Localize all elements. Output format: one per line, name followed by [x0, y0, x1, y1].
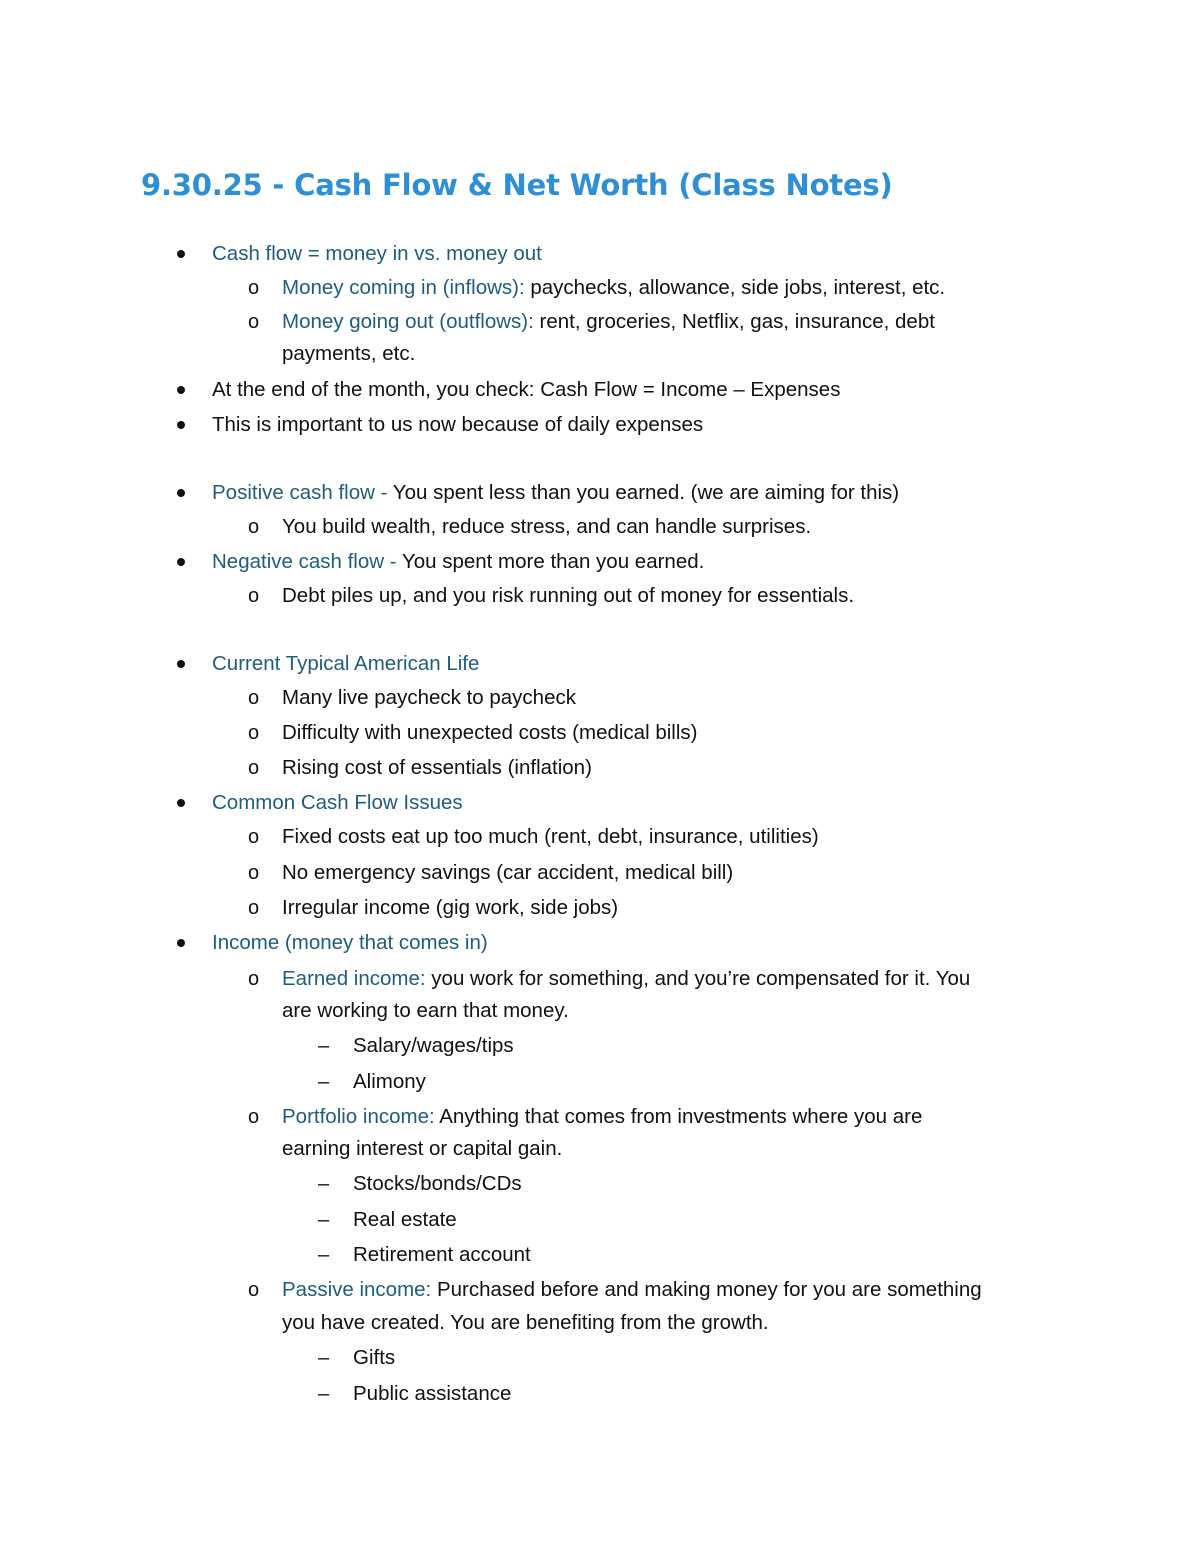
note-text: Gifts: [353, 1346, 396, 1369]
circle-bullet-icon: o: [248, 585, 260, 607]
circle-bullet-icon: o: [248, 968, 260, 990]
note-heading: Current Typical American Life: [212, 652, 480, 675]
note-line: [282, 719, 697, 747]
note-line: [212, 929, 488, 957]
circle-bullet-icon: o: [248, 687, 260, 709]
note-line: [282, 308, 935, 336]
dash-bullet-icon: –: [318, 1383, 330, 1405]
note-heading: Income (money that comes in): [212, 931, 488, 954]
note-line: [212, 479, 899, 507]
note-line: [212, 411, 703, 439]
note-text: Salary/wages/tips: [353, 1034, 514, 1057]
circle-bullet-icon: o: [248, 1279, 260, 1301]
bullet-icon: [177, 660, 185, 668]
note-text: Alimony: [353, 1070, 426, 1093]
note-text: Irregular income (gig work, side jobs): [282, 896, 619, 919]
circle-bullet-icon: o: [248, 862, 260, 884]
note-line: [353, 1380, 511, 1408]
note-line: [353, 1170, 522, 1198]
note-heading: Portfolio income:: [282, 1105, 435, 1128]
page-title: 9.30.25 - Cash Flow & Net Worth (Class Notes): [141, 168, 893, 202]
bullet-icon: [177, 489, 185, 497]
note-line: [212, 240, 542, 268]
bullet-icon: [177, 558, 185, 566]
note-line: [353, 1206, 457, 1234]
bullet-icon: [177, 939, 185, 947]
note-heading: Passive income:: [282, 1278, 432, 1301]
note-text: earning interest or capital gain.: [282, 1137, 563, 1160]
note-text: payments, etc.: [282, 342, 416, 365]
note-line: [353, 1241, 531, 1269]
note-line: [282, 1103, 922, 1131]
note-text: Retirement account: [353, 1243, 531, 1266]
note-text: you have created. You are benefiting from the growth.: [282, 1311, 769, 1334]
note-text: Many live paycheck to paycheck: [282, 686, 576, 709]
note-line: [282, 1135, 562, 1163]
note-text: No emergency savings (car accident, medical bill): [282, 861, 734, 884]
circle-bullet-icon: o: [248, 757, 260, 779]
note-text: You spent more than you earned.: [396, 550, 705, 573]
circle-bullet-icon: o: [248, 722, 260, 744]
dash-bullet-icon: –: [318, 1071, 330, 1093]
note-text: Debt piles up, and you risk running out of money for essentials.: [282, 584, 855, 607]
note-heading: Common Cash Flow Issues: [212, 791, 463, 814]
note-text: You spent less than you earned. (we are aiming for this): [387, 481, 900, 504]
bullet-icon: [177, 799, 185, 807]
note-line: [282, 965, 970, 993]
circle-bullet-icon: o: [248, 826, 260, 848]
note-heading: Cash flow = money in vs. money out: [212, 242, 542, 265]
note-heading: Money coming in (inflows):: [282, 276, 525, 299]
note-text: are working to earn that money.: [282, 999, 569, 1022]
note-heading: Negative cash flow -: [212, 550, 397, 573]
note-line: [282, 754, 592, 782]
note-line: [282, 823, 819, 851]
note-line: [282, 859, 733, 887]
note-line: [212, 789, 463, 817]
note-line: [282, 513, 811, 541]
dash-bullet-icon: –: [318, 1347, 330, 1369]
note-line: [282, 894, 618, 922]
dash-bullet-icon: –: [318, 1209, 330, 1231]
dash-bullet-icon: –: [318, 1173, 330, 1195]
bullet-icon: [177, 250, 185, 258]
note-line: [282, 340, 415, 368]
note-line: [353, 1032, 514, 1060]
circle-bullet-icon: o: [248, 516, 260, 538]
circle-bullet-icon: o: [248, 897, 260, 919]
note-text: you work for something, and you’re compensated for it. You: [425, 967, 971, 990]
note-text: At the end of the month, you check: Cash Flow = Income – Expenses: [212, 378, 841, 401]
note-text: Stocks/bonds/CDs: [353, 1172, 522, 1195]
note-heading: Money going out (outflows):: [282, 310, 534, 333]
circle-bullet-icon: o: [248, 311, 260, 333]
note-line: [212, 376, 840, 404]
circle-bullet-icon: o: [248, 1106, 260, 1128]
note-line: [353, 1068, 426, 1096]
note-line: [212, 548, 704, 576]
dash-bullet-icon: –: [318, 1035, 330, 1057]
note-text: Real estate: [353, 1208, 457, 1231]
note-text: Difficulty with unexpected costs (medical bills): [282, 721, 698, 744]
note-text: rent, groceries, Netflix, gas, insurance, debt: [533, 310, 935, 333]
note-text: paychecks, allowance, side jobs, interest, etc.: [524, 276, 946, 299]
note-line: [282, 582, 854, 610]
note-line: [282, 1276, 982, 1304]
note-line: [212, 650, 479, 678]
note-text: Fixed costs eat up too much (rent, debt, insurance, utilities): [282, 825, 819, 848]
dash-bullet-icon: –: [318, 1244, 330, 1266]
note-line: [282, 684, 576, 712]
note-text: You build wealth, reduce stress, and can handle surprises.: [282, 515, 812, 538]
note-text: Anything that comes from investments where you are: [434, 1105, 923, 1128]
circle-bullet-icon: o: [248, 277, 260, 299]
note-line: [282, 997, 569, 1025]
bullet-icon: [177, 421, 185, 429]
note-text: Purchased before and making money for you are something: [431, 1278, 982, 1301]
note-text: Public assistance: [353, 1382, 512, 1405]
note-text: This is important to us now because of daily expenses: [212, 413, 704, 436]
note-line: [353, 1344, 395, 1372]
bullet-icon: [177, 386, 185, 394]
note-heading: Positive cash flow -: [212, 481, 388, 504]
note-line: [282, 274, 945, 302]
note-heading: Earned income:: [282, 967, 426, 990]
note-text: Rising cost of essentials (inflation): [282, 756, 592, 779]
note-line: [282, 1309, 769, 1337]
